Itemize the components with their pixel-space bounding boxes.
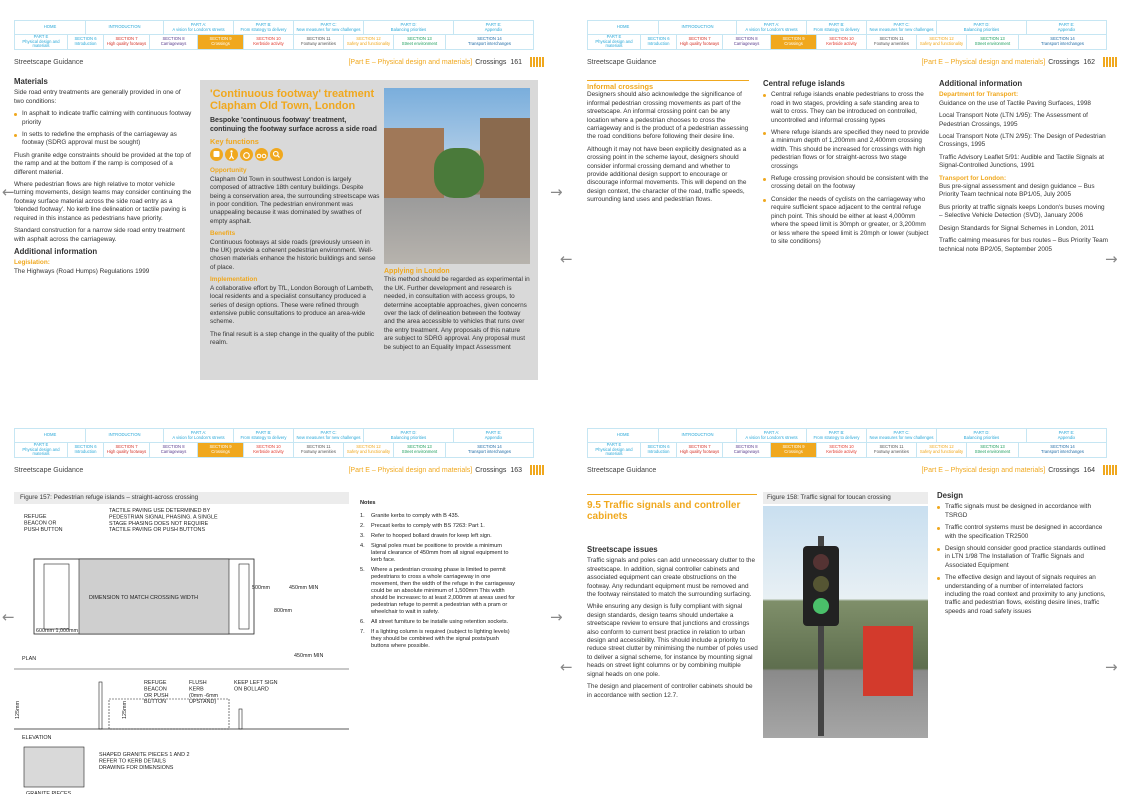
label-keep-left: KEEP LEFT SIGN ON BOLLARD (234, 680, 278, 693)
key-function-icons (210, 148, 380, 161)
paragraph: Where pedestrian flows are high relative to motor vehicle turning movements, design teams may consider continuing the footway surface material across the side road entry as a 'blended footway'. No kerb line delineation or tactile paving is required in this instance as pedestrians have priority. (14, 181, 192, 222)
page-number: 161 (510, 58, 523, 66)
label-dimension: DIMENSION TO MATCH CROSSING WIDTH (89, 595, 199, 601)
nav-cell[interactable]: INTRODUCTION (659, 20, 737, 35)
island-end-right (239, 564, 249, 629)
street-photo (384, 88, 530, 264)
nav-cell[interactable]: PART D: Balancing priorities (937, 20, 1027, 35)
paragraph: Side road entry treatments are generally provided in one of two conditions: (14, 89, 181, 105)
note-item: 1. Granite kerbs to comply with B 435. (360, 513, 460, 519)
case-study-panel (200, 80, 538, 380)
nav-cell[interactable]: SECTION 12 Safety and functionality (344, 35, 394, 50)
nav-cell[interactable]: SECTION 6 Introduction (641, 35, 677, 50)
paragraph: Although it may not have been explicitly designated as a crossing point in the scheme layout, designers should consider informal crossing demand and whether to provide additional design support to encourage or discourage informal movements. This will depend on the design context, the character of the road, traffic speeds, surrounding land uses and pedestrian flows. (587, 145, 747, 204)
nav-cell[interactable]: SECTION 6 Introduction (68, 443, 104, 458)
nav-cell[interactable]: SECTION 12 Safety and functionality (917, 443, 967, 458)
nav-cell[interactable]: INTRODUCTION (86, 428, 164, 443)
nav-cell[interactable]: PART D: Balancing priorities (364, 20, 454, 35)
notes-heading: Notes (360, 500, 376, 506)
heading-informal: Informal crossings (587, 80, 749, 91)
nav-cell[interactable]: HOME (587, 20, 659, 35)
opportunity-text: Clapham Old Town in southwest London is largely composed of attractive 18th century buildings. Despite being a conservation area, the surrounding streetscape was in poor condition. The pedestrian environment was unappealing because it was dominated by swathes of empty asphalt. (210, 175, 380, 225)
nav-cell[interactable]: PART A: A vision for London's streets (164, 428, 234, 443)
nav-cell[interactable]: SECTION 13 Street environment (394, 443, 446, 458)
page-number: 162 (1083, 58, 1096, 66)
nav-cell[interactable]: SECTION 14 Transport interchanges (1019, 35, 1107, 50)
implementation-text: A collaborative effort by TfL, London Borough of Lambeth, local residents and a specialist consultancy produced a series of design options. These were refined through extensive public consultations to produce an area-wide scheme. (210, 284, 374, 326)
paragraph: The design and placement of controller cabinets should be in accordance with section 12.7. (587, 683, 753, 699)
nav-cell[interactable]: PART E Physical design and materials (14, 443, 68, 458)
page-header (14, 463, 544, 477)
note-item: 4. Signal poles must be positione to provide a minimum lateral clearance of 450mm from all signal equipment to kerb face. (360, 543, 509, 563)
nav-cell[interactable]: PART C: New measures for new challenges (294, 428, 364, 443)
part-label: [Part E – Physical design and materials] (921, 466, 1046, 474)
bullet-item: Central refuge islands enable pedestrians to cross the road in two stages, providing a safe standing area to wait to cross. They can be introduced on controlled, uncontrolled and informal crossing types (763, 91, 931, 125)
label-800: 800mm (274, 608, 292, 614)
paragraph: Designers should also acknowledge the significance of informal pedestrian crossing movements as part of the streetscape. An informal crossing point can be any location where a pedestrian chooses to cross the carriageway and is the product of a pedestrian assessing the road conditions before following their desire line. (587, 91, 749, 141)
page-162 (573, 0, 1123, 385)
refuge-island-drawing (14, 504, 349, 793)
part-label: [Part E – Physical design and materials] (348, 58, 473, 66)
nav-cell[interactable]: SECTION 12 Safety and functionality (917, 35, 967, 50)
reference: Traffic Advisory Leaflet 5/91: Audible and Tactile Signals at Signal-Controlled Junctions, 1991 (939, 153, 1105, 170)
page-number: 163 (510, 466, 523, 474)
nav-cell[interactable]: PART A: A vision for London's streets (164, 20, 234, 35)
guidance-title: Streetscape Guidance (587, 58, 657, 66)
nav-cell[interactable]: SECTION 10 Kerbside activity (244, 443, 294, 458)
nav-cell[interactable]: PART B: From strategy to delivery (234, 428, 294, 443)
reference: Bus pre-signal assessment and design guidance – Bus Priority Team technical note BP1/05, July 2005 (939, 183, 1095, 199)
note-item: 7. If a lighting column is required (subject to lighting levels) they should be combined with the signal posts/push buttons where possible. (360, 629, 510, 649)
label-500: 500mm (252, 585, 270, 591)
reference: Traffic calming measures for bus routes – Bus Priority Team technical note BP2/05, September 2005 (939, 237, 1108, 253)
bars-icon (530, 57, 544, 67)
figure-title: Figure 157: Pedestrian refuge islands – straight-across crossing (14, 492, 349, 504)
note-item: 2. Precast kerbs to comply with BS 7263: Part 1. (360, 523, 485, 529)
cycle-icon (255, 148, 268, 161)
section-label: Crossings (1048, 466, 1080, 474)
nav-cell[interactable]: SECTION 6 Introduction (641, 443, 677, 458)
granite-piece (24, 747, 84, 787)
nav-cell[interactable]: SECTION 14 Transport interchanges (446, 443, 534, 458)
island-end-left (44, 564, 69, 629)
notes-panel (360, 500, 515, 653)
guidance-title: Streetscape Guidance (14, 466, 84, 474)
page-163 (0, 408, 550, 793)
legislation-text: The Highways (Road Humps) Regulations 1999 (14, 267, 150, 275)
heading-additional-info: Additional information (14, 246, 98, 256)
nav-cell[interactable]: PART A: A vision for London's streets (737, 20, 807, 35)
arrow-right-icon[interactable]: → (1105, 658, 1118, 676)
reference: Local Transport Note (LTN 2/95): The Design of Pedestrian Crossings, 1995 (939, 133, 1106, 149)
arrow-right-icon[interactable]: → (550, 608, 563, 626)
heading-central-refuge: Central refuge islands (763, 79, 845, 88)
nav-cell[interactable]: SECTION 7 High quality footways (104, 35, 150, 50)
nav-cell[interactable]: SECTION 8 Carriageways (723, 35, 771, 50)
arrow-left-icon[interactable]: ← (560, 658, 573, 676)
part-label: [Part E – Physical design and materials] (921, 58, 1046, 66)
bullet-item: Traffic control systems must be designed in accordance with the specification TR2500 (937, 524, 1107, 541)
bullet-item: The effective design and layout of signals requires an understanding of a number of interrelated factors including the road context and proximity to any junctions, traffic and pedestrian flows, existing desire lines, traffic speeds and road safety issues (937, 574, 1107, 616)
section-label: Crossings (475, 58, 507, 66)
nav-cell[interactable]: PART E Physical design and materials (14, 35, 68, 50)
case-study-subtitle: Bespoke 'continuous footway' treatment, continuing the footway surface across a side road (210, 117, 377, 133)
heading-opportunity: Opportunity (210, 167, 247, 175)
nav-cell[interactable]: SECTION 7 High quality footways (104, 443, 150, 458)
nav-cell[interactable]: PART C: New measures for new challenges (294, 20, 364, 35)
bullet-item: Refuge crossing provision should be consistent with the crossing detail on the footway (763, 175, 931, 192)
figure-title: Figure 158: Traffic signal for toucan crossing (763, 492, 928, 504)
nav-cell[interactable]: SECTION 14 Transport interchanges (1019, 443, 1107, 458)
page-164 (573, 408, 1123, 793)
nav-cell[interactable]: PART A: A vision for London's streets (737, 428, 807, 443)
heading-tfl: Transport for London: (939, 174, 1007, 182)
bars-icon (530, 465, 544, 475)
nav-cell[interactable]: SECTION 8 Carriageways (723, 443, 771, 458)
bars-icon (1103, 57, 1117, 67)
part-label: [Part E – Physical design and materials] (348, 466, 473, 474)
nav-cell[interactable]: PART B: From strategy to delivery (234, 20, 294, 35)
nav-cell[interactable]: SECTION 11 Footway amenities (294, 35, 344, 50)
applying-text: This method should be regarded as experimental in the UK. Further development and research is needed, in consultation with access groups, to determine acceptable approaches, given concerns over the lack of delineation between the footway and the area accessible to vehicles that runs over the entry treatment. Any proposals of this nature are subject to SDRG approval. Any proposal must be subject to an Equality Impact Assessment (384, 276, 530, 351)
section-label: Crossings (475, 466, 507, 474)
nav-cell[interactable]: SECTION 13 Street environment (394, 35, 446, 50)
note-item: 6. All street furniture to be installe using retention sockets. (360, 619, 509, 625)
nav-cell[interactable]: PART E: Appendix (1027, 428, 1107, 443)
arrow-left-icon[interactable]: ← (560, 250, 573, 268)
nav-cell[interactable]: PART E: Appendix (454, 20, 534, 35)
label-granite: GRANITE PIECES (26, 791, 72, 794)
nav-cell[interactable]: SECTION 10 Kerbside activity (817, 35, 867, 50)
label-shaped: SHAPED GRANITE PIECES 1 AND 2 REFER TO KERB DETAILS DRAWING FOR DIMENSIONS (99, 752, 190, 771)
heading-design: Design (937, 491, 963, 500)
heading-dft: Department for Transport: (939, 91, 1019, 99)
nav-cell[interactable]: SECTION 6 Introduction (68, 35, 104, 50)
nav-cell[interactable]: PART B: From strategy to delivery (807, 428, 867, 443)
wheelchair-icon (240, 148, 253, 161)
paragraph: While ensuring any design is fully compliant with signal design standards, design teams should undertake a streetscape review to ensure that junctions and crossings also conform to current best practice in relation to urban design and accessibility. This should include a priority to reduce street clutter by minimising the number of poles used to deliver a signal scheme, for instance by mounting signal heads on street light columns or by combining multiple signal heads on one pole. (587, 603, 758, 678)
bullet-item: Design should consider good practice standards outlined in LTN 1/98 The Installation of Traffic Signals and Associated Equipment (937, 545, 1107, 570)
guidance-title: Streetscape Guidance (14, 58, 84, 66)
nav-cell[interactable]: HOME (14, 20, 86, 35)
nav-cell[interactable]: PART C: New measures for new challenges (867, 20, 937, 35)
nav-cell[interactable]: SECTION 13 Street environment (967, 35, 1019, 50)
nav-cell[interactable]: SECTION 9 Crossings (771, 443, 817, 458)
traffic-signal-photo (763, 506, 928, 738)
nav-cell[interactable]: INTRODUCTION (659, 428, 737, 443)
benefits-text: Continuous footways at side roads (previously unseen in the UK) provide a coherent pedestrian environment. Well-chosen materials enhance the historic buildings and sense of place. (210, 238, 376, 271)
paragraph: Traffic signals and poles can add unnecessary clutter to the streetscape. In addition, signal controller cabinets and associated equipment can create obstructions on the footway. Any redundant equipment must be removed and the footway reinstated to match the surrounding surfacing. (587, 557, 756, 599)
reference: Design Standards for Signal Schemes in London, 2011 (939, 224, 1095, 232)
nav-cell[interactable]: HOME (14, 428, 86, 443)
nav-cell[interactable]: SECTION 11 Footway amenities (867, 443, 917, 458)
section-title: 9.5 Traffic signals and controller cabinets (587, 494, 757, 522)
label-450: 450mm MIN (289, 585, 319, 591)
nav-cell[interactable]: SECTION 13 Street environment (967, 443, 1019, 458)
walk-icon (225, 148, 238, 161)
nav-cell[interactable]: PART E: Appendix (1027, 20, 1107, 35)
label-450b: 450mm MIN (294, 653, 324, 659)
nav-cell[interactable]: SECTION 9 Crossings (771, 35, 817, 50)
nav-cell[interactable]: SECTION 14 Transport interchanges (446, 35, 534, 50)
nav-cell[interactable]: PART C: New measures for new challenges (867, 428, 937, 443)
paragraph: Flush granite edge constraints should be provided at the top of the ramp and at the bottom if the ramp is composed of a different material. (14, 151, 191, 176)
arrow-left-icon[interactable]: ← (2, 183, 15, 201)
note-item: 5. Where a pedestrian crossing phase is limited to permit pedestrians to cross a whole carriageway in one movement, then the width of the refuge in the carriageway could be an absolute minimum of 1,500mm This width should be increasec to at least 2,000mm at areas used for pedestrian refuge to permit a pedestrian with a pram or wheelchair to wait in safety. (360, 567, 515, 615)
bullet-item: In asphalt to indicate traffic calming with continuous footway priority (14, 110, 192, 127)
section-nav (14, 20, 534, 50)
reference: Bus priority at traffic signals keeps London's buses moving – Selective Vehicle Detection (SVD), January 2006 (939, 203, 1105, 220)
nav-cell[interactable]: INTRODUCTION (86, 20, 164, 35)
paragraph: Standard construction for a narrow side road entry treatment with asphalt across the carriageway. (14, 227, 185, 243)
note-item: 3. Refer to hooped bollard drawin for keep left sign. (360, 533, 492, 539)
page-number: 164 (1083, 466, 1096, 474)
nav-cell[interactable]: SECTION 10 Kerbside activity (244, 35, 294, 50)
section-nav (587, 428, 1107, 458)
section-nav (587, 20, 1107, 50)
heading-implementation: Implementation (210, 276, 258, 284)
guidance-title: Streetscape Guidance (587, 466, 657, 474)
label-plan: PLAN (22, 656, 37, 662)
case-study-title: 'Continuous footway' treatment Clapham Old Town, London (210, 88, 375, 112)
nav-cell[interactable]: SECTION 9 Crossings (198, 443, 244, 458)
label-125b: 125mm (122, 701, 128, 719)
heading-additional-info: Additional information (939, 79, 1023, 88)
bus-icon (210, 148, 223, 161)
section-label: Crossings (1048, 58, 1080, 66)
arrow-right-icon[interactable]: → (550, 183, 563, 201)
bullet-item: Where refuge islands are specified they need to provide a minimum depth of 1,200mm and 2,400mm crossing width. This should be increased for crossings with high pedestrian flows or for straight-across two stage crossings (763, 129, 931, 171)
label-flush-kerb: FLUSH KERB (0mm -6mm UPSTAND) (189, 680, 219, 706)
nav-cell[interactable]: PART D: Balancing priorities (364, 428, 454, 443)
arrow-right-icon[interactable]: → (1105, 250, 1118, 268)
heading-applying: Applying in London (384, 268, 450, 275)
page-161 (0, 0, 550, 385)
nav-cell[interactable]: SECTION 8 Carriageways (150, 35, 198, 50)
heading-key-functions: Key functions (210, 137, 259, 146)
reference: Guidance on the use of Tactile Paving Surfaces, 1998 (939, 99, 1091, 107)
label-125: 125mm (15, 701, 21, 719)
nav-cell[interactable]: SECTION 9 Crossings (198, 35, 244, 50)
implementation-text-2: The final result is a step change in the quality of the public realm. (210, 330, 375, 347)
reference: Local Transport Note (LTN 1/95): The Assessment of Pedestrian Crossings, 1995 (939, 112, 1088, 128)
nav-cell[interactable]: PART E Physical design and materials (587, 35, 641, 50)
label-600: 600mm 1,000mm (36, 628, 78, 634)
nav-cell[interactable]: PART D: Balancing priorities (937, 428, 1027, 443)
nav-cell[interactable]: PART E Physical design and materials (587, 443, 641, 458)
label-refuge-2: REFUGE BEACON OR PUSH BUTTON (144, 680, 169, 706)
nav-cell[interactable]: SECTION 11 Footway amenities (867, 35, 917, 50)
bullet-item: In setts to redefine the emphasis of the carriageway as footway (SDRG approval must be sought) (14, 131, 192, 148)
heading-legislation: Legislation: (14, 259, 50, 267)
search-icon (270, 148, 283, 161)
nav-cell[interactable]: SECTION 11 Footway amenities (294, 443, 344, 458)
section-nav (14, 428, 534, 458)
bullet-item: Traffic signals must be designed in accordance with TSRGD (937, 503, 1107, 520)
label-tactile-paving: TACTILE PAVING USE DETERMINED BY PEDESTRIAN SIGNAL PHASING. A SINGLE STAGE PHASING DOES NOT REQUIRE TACTILE PAVING OR PUSH BUTTONS (109, 508, 218, 534)
nav-cell[interactable]: HOME (587, 428, 659, 443)
bars-icon (1103, 465, 1117, 475)
bullet-item: Consider the needs of cyclists on the carriageway who require sufficient space adjacent to the central refuge pinch point. This should be either at least 4,000mm where the speed limit is 30mph or greater, or 3,200mm or less where the speed limit is 20mph or lower (subject to site conditions) (763, 196, 931, 246)
page-header (14, 55, 544, 69)
nav-cell[interactable]: SECTION 10 Kerbside activity (817, 443, 867, 458)
label-elevation: ELEVATION (22, 735, 52, 741)
nav-cell[interactable]: SECTION 7 High quality footways (677, 443, 723, 458)
heading-streetscape-issues: Streetscape issues (587, 545, 658, 554)
nav-cell[interactable]: PART B: From strategy to delivery (807, 20, 867, 35)
nav-cell[interactable]: SECTION 8 Carriageways (150, 443, 198, 458)
nav-cell[interactable]: PART E: Appendix (454, 428, 534, 443)
heading-materials: Materials (14, 77, 48, 86)
arrow-left-icon[interactable]: ← (2, 608, 15, 626)
nav-cell[interactable]: SECTION 12 Safety and functionality (344, 443, 394, 458)
heading-benefits: Benefits (210, 230, 236, 238)
page-header (587, 463, 1117, 477)
label-refuge-beacon: REFUGE BEACON OR PUSH BUTTON (24, 514, 63, 533)
nav-cell[interactable]: SECTION 7 High quality footways (677, 35, 723, 50)
page-header (587, 55, 1117, 69)
